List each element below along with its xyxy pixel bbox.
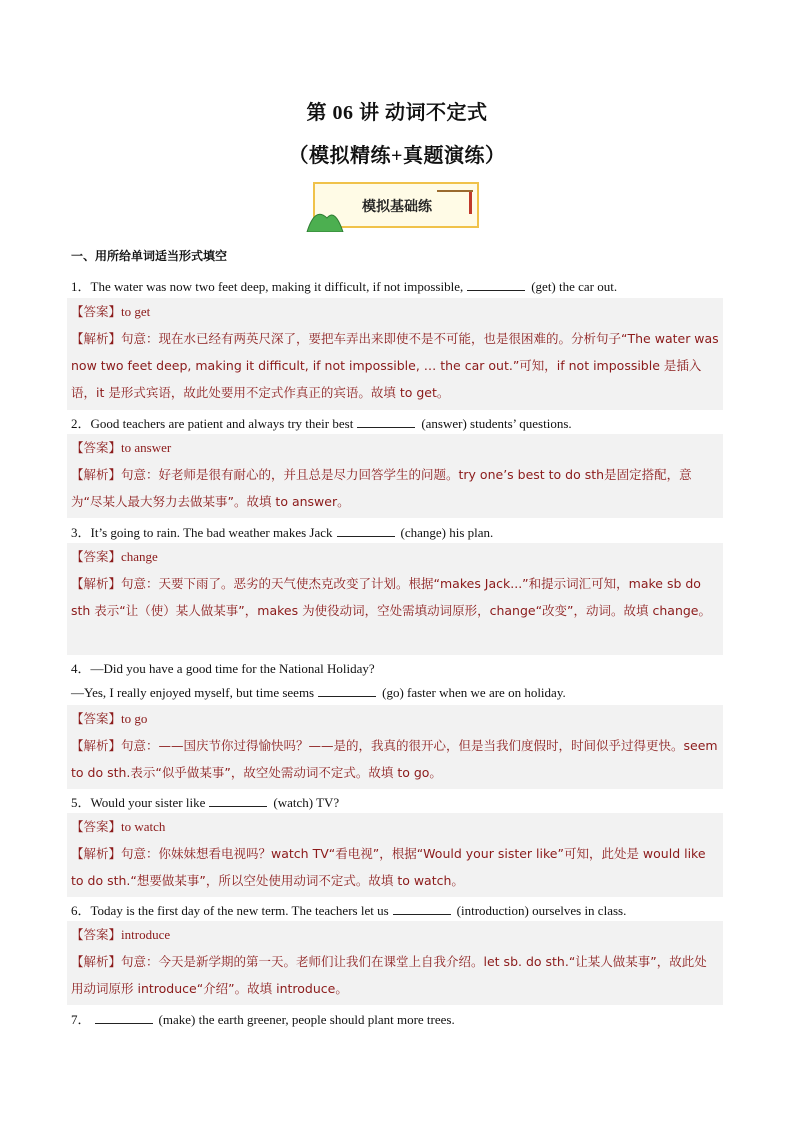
page-subtitle: （模拟精练+真题演练） [288, 145, 506, 167]
question-4 [71, 684, 566, 701]
answer-text: to get [121, 304, 151, 319]
answer-blank [209, 794, 267, 807]
explain-text: 句意：你妹妹想看电视吗？watch TV“看电视”，根据“Would your sister like”可知，此处是 would like to do sth.“想要做某事”，所以空处使用动词不定式。故填 to watch。 [71, 846, 706, 888]
question-text: —Yes, I really enjoyed myself, but time seems [71, 685, 315, 700]
answer-tag: 【答案】 [71, 549, 122, 564]
answer-tag: 【答案】 [71, 711, 122, 726]
answer-text: introduce [121, 927, 171, 942]
answer-box-1 [67, 298, 723, 410]
question-5 [71, 792, 339, 811]
question-7 [71, 1009, 455, 1028]
question-text: It’s going to rain. The bad weather makes Jack [90, 525, 333, 540]
answer-tag: 【答案】 [71, 927, 122, 942]
question-text-after: (change) his plan. [400, 525, 494, 540]
explain-text: 句意：好老师是很有耐心的，并且总是尽力回答学生的问题。try one’s best to do sth是固定搭配，意为“尽某人最大努力去做某事”。故填 to answer。 [71, 467, 692, 509]
answer-blank [393, 902, 451, 915]
explain-text: 句意：现在水已经有两英尺深了，要把车弄出来即使不是不可能，也是很困难的。分析句子“The water was now two feet deep, making it difficult, if not impossible, … the car out.”可知，if not impossible 是插入语，it 是形式宾语，故此处要用不定式作真正的宾语。故填 to get。 [71, 331, 719, 400]
question-2 [71, 413, 572, 432]
question-number: 7． [71, 1012, 91, 1027]
question-4-prompt [71, 658, 375, 677]
question-1 [71, 276, 617, 295]
answer-box-3 [67, 543, 723, 655]
answer-blank [467, 278, 525, 291]
answer-text: change [121, 549, 158, 564]
section-heading: 一、用所给单词适当形式填空 [71, 249, 228, 263]
question-number: 4． [71, 661, 91, 676]
answer-blank [337, 524, 395, 537]
question-number: 6． [71, 903, 91, 918]
answer-tag: 【答案】 [71, 304, 122, 319]
question-text-after: (watch) TV? [273, 795, 340, 810]
question-text-after: (go) faster when we are on holiday. [382, 685, 566, 700]
explain-tag: 【解析】 [71, 954, 122, 969]
answer-blank [357, 415, 415, 428]
explain-text: 句意：——国庆节你过得愉快吗？——是的，我真的很开心，但是当我们度假时，时间似乎过得更快。seem to do sth.表示“似乎做某事”，故空处需动词不定式。故填 to go。 [71, 738, 718, 780]
explain-text: 句意：今天是新学期的第一天。老师们让我们在课堂上自我介绍。let sb. do sth.“让某人做某事”，故此处用动词原形 introduce“介绍”。故填 introduce。 [71, 954, 707, 996]
banner-label: 模拟基础练 [362, 199, 432, 215]
question-number: 2． [71, 416, 91, 431]
question-text: Would your sister like [90, 795, 206, 810]
answer-tag: 【答案】 [71, 819, 122, 834]
explain-tag: 【解析】 [71, 738, 122, 753]
explain-tag: 【解析】 [71, 331, 122, 346]
answer-text: to answer [121, 440, 172, 455]
section-banner [313, 182, 481, 230]
answer-box-4 [67, 705, 723, 789]
question-text-after: (answer) students’ questions. [421, 416, 572, 431]
question-text: Good teachers are patient and always try their best [90, 416, 354, 431]
page-title: 第 06 讲 动词不定式 [306, 102, 488, 124]
explain-tag: 【解析】 [71, 576, 122, 591]
answer-text: to go [121, 711, 148, 726]
question-text: The water was now two feet deep, making it difficult, if not impossible, [90, 279, 464, 294]
question-text-after: (introduction) ourselves in class. [456, 903, 627, 918]
question-number: 5． [71, 795, 91, 810]
banner-decor-line [437, 190, 473, 192]
explain-text: 句意：天要下雨了。恶劣的天气使杰克改变了计划。根据“makes Jack...”和提示词汇可知，make sb do sth 表示“让（使）某人做某事”，makes 为使役动词，空处需填动词原形，change“改变”，动词。故填 change。 [71, 576, 711, 618]
answer-box-5 [67, 813, 723, 897]
question-number: 1． [71, 279, 91, 294]
answer-blank [318, 684, 376, 697]
explain-tag: 【解析】 [71, 846, 122, 861]
answer-blank [95, 1011, 153, 1024]
answer-box-2 [67, 434, 723, 518]
question-text-after: (get) the car out. [531, 279, 618, 294]
answer-text: to watch [121, 819, 166, 834]
question-number: 3． [71, 525, 91, 540]
answer-tag: 【答案】 [71, 440, 122, 455]
question-6 [71, 900, 626, 919]
explain-tag: 【解析】 [71, 467, 122, 482]
answer-box-6 [67, 921, 723, 1005]
question-text: Today is the first day of the new term. The teachers let us [90, 903, 389, 918]
question-3 [71, 522, 493, 541]
question-text-after: (make) the earth greener, people should plant more trees. [158, 1012, 455, 1027]
question-text: —Did you have a good time for the National Holiday? [90, 661, 375, 676]
